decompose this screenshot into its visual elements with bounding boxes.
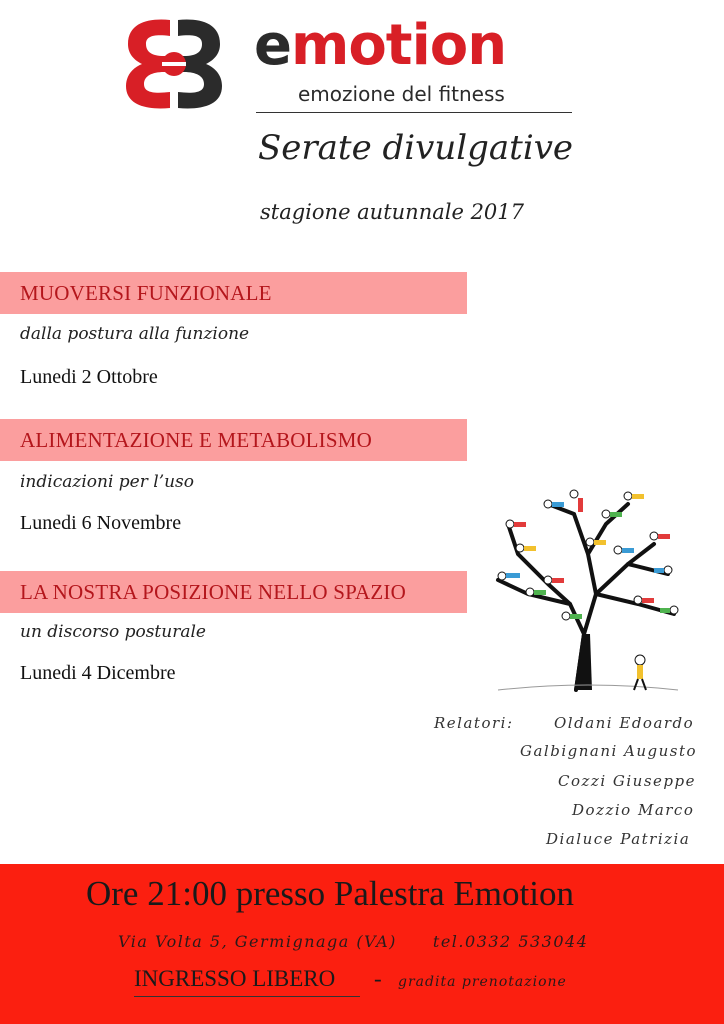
section-subtitle-2: indicazioni per l’uso [20, 472, 195, 492]
event-address [118, 932, 588, 951]
free-entry-label: INGRESSO LIBERO [134, 966, 336, 991]
section-bar-1 [0, 272, 467, 314]
speaker-name: Dialuce Patrizia [546, 830, 691, 848]
speaker-name: Cozzi Giuseppe [558, 772, 696, 790]
section-date-2: Lunedi 6 Novembre [20, 512, 182, 534]
section-title-1: MUOVERSI FUNZIONALE [20, 281, 272, 305]
brand-name: emotion [254, 13, 507, 78]
phone-text: tel.0332 533044 [432, 932, 589, 951]
yoga-tree-illustration [478, 484, 698, 694]
section-date-3: Lunedi 4 Dicembre [20, 662, 176, 684]
booking-note: gradita prenotazione [398, 974, 567, 990]
section-date-1: Lunedi 2 Ottobre [20, 366, 158, 388]
header-divider [256, 112, 572, 113]
section-title-3: LA NOSTRA POSIZIONE NELLO SPAZIO [20, 580, 406, 604]
section-bar-2 [0, 419, 467, 461]
footer-separator: - [374, 966, 382, 991]
speakers-label: Relatori: [434, 714, 514, 732]
address-text: Via Volta 5, Germignaga (VA) [118, 932, 397, 951]
entry-underline [134, 996, 360, 997]
speaker-name: Galbignani Augusto [520, 742, 698, 760]
section-bar-3 [0, 571, 467, 613]
event-time-place: Ore 21:00 presso Palestra Emotion [86, 874, 574, 913]
emotion-logo-icon [120, 14, 228, 114]
page-title: Serate divulgative [258, 128, 574, 168]
speaker-name: Oldani Edoardo [554, 714, 695, 732]
section-subtitle-1: dalla postura alla funzione [20, 324, 250, 344]
speaker-name: Dozzio Marco [572, 801, 695, 819]
section-title-2: ALIMENTAZIONE E METABOLISMO [20, 428, 372, 452]
brand-tagline: emozione del fitness [298, 82, 505, 106]
season-subtitle: stagione autunnale 2017 [260, 200, 525, 224]
section-subtitle-3: un discorso posturale [20, 622, 206, 642]
